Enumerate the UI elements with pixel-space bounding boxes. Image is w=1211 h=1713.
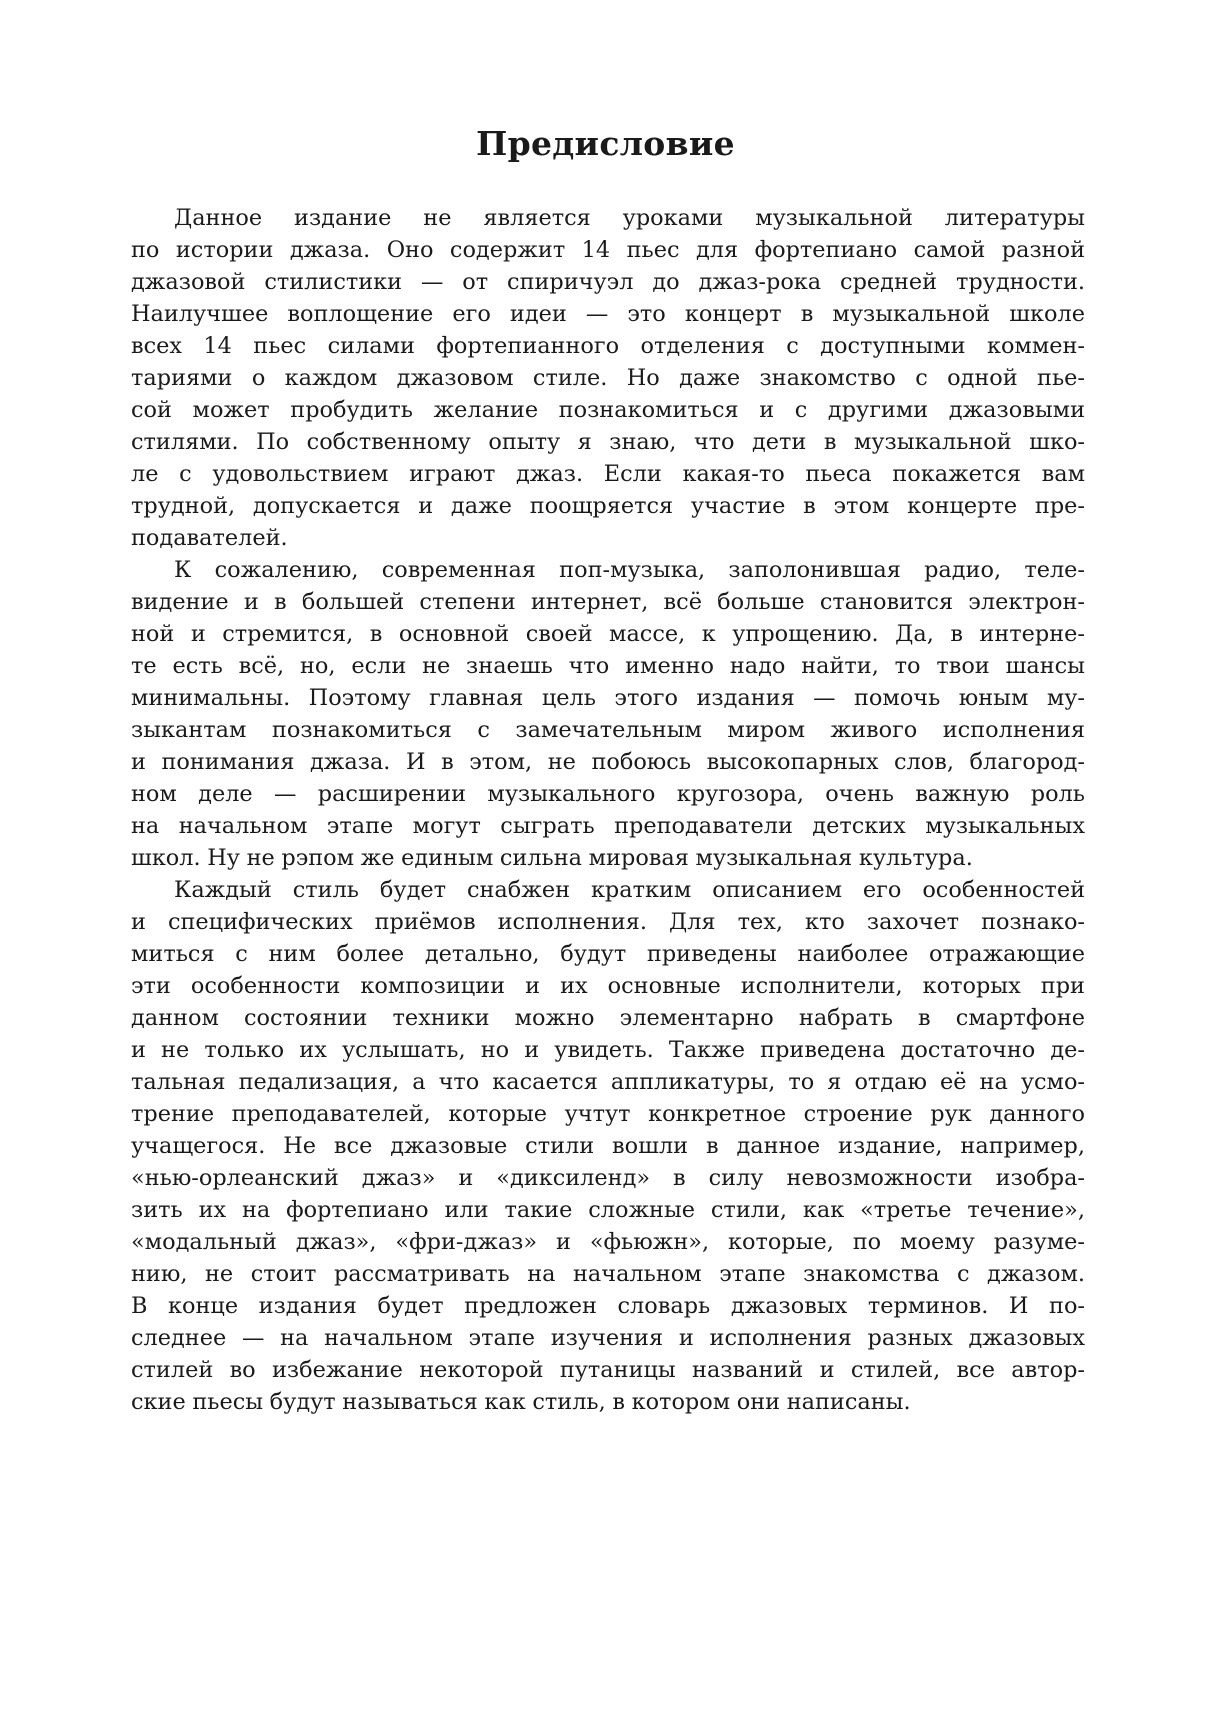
text-line: ские пьесы будут называться как стиль, в котором они написаны. <box>131 1389 911 1415</box>
text-line: зить их на фортепиано или такие сложные стили, как «третье течение», <box>131 1197 1085 1223</box>
text-line: данном состоянии техники можно элементарно набрать в смартфоне <box>131 1005 1085 1031</box>
text-line: Каждый стиль будет снабжен кратким описанием его особенностей <box>174 877 1085 903</box>
text-line: стилями. По собственному опыту я знаю, что дети в музыкальной шко- <box>131 429 1085 455</box>
text-line: подавателей. <box>131 525 288 551</box>
text-line: на начальном этапе могут сыграть преподаватели детских музыкальных <box>131 813 1085 839</box>
text-line: и не только их услышать, но и увидеть. Также приведена достаточно де- <box>131 1037 1085 1063</box>
text-line: те есть всё, но, если не знаешь что именно надо найти, то твои шансы <box>131 653 1085 679</box>
text-line: всех 14 пьес силами фортепианного отделения с доступными коммен- <box>131 333 1085 359</box>
text-line: и понимания джаза. И в этом, не побоюсь высокопарных слов, благород- <box>131 749 1085 775</box>
text-line: эти особенности композиции и их основные исполнители, которых при <box>131 973 1085 999</box>
text-line: и специфических приёмов исполнения. Для тех, кто захочет познако- <box>131 909 1085 935</box>
text-line: сой может пробудить желание познакомиться и с другими джазовыми <box>131 397 1085 423</box>
text-line: «нью-орлеанский джаз» и «диксиленд» в силу невозможности изобра- <box>131 1165 1085 1191</box>
text-line: В конце издания будет предложен словарь джазовых терминов. И по- <box>131 1293 1085 1319</box>
text-line: следнее — на начальном этапе изучения и исполнения разных джазовых <box>131 1325 1085 1351</box>
text-line: нию, не стоит рассматривать на начальном этапе знакомства с джазом. <box>131 1261 1085 1287</box>
text-line: трение преподавателей, которые учтут конкретное строение рук данного <box>131 1101 1085 1127</box>
text-line: стилей во избежание некоторой путаницы названий и стилей, все автор- <box>131 1357 1085 1383</box>
text-line: трудной, допускается и даже поощряется участие в этом концерте пре- <box>131 493 1085 519</box>
paragraph-1 <box>131 202 1085 554</box>
text-line: «модальный джаз», «фри-джаз» и «фьюжн», которые, по моему разуме- <box>131 1229 1085 1255</box>
text-line: зыкантам познакомиться с замечательным миром живого исполнения <box>131 717 1085 743</box>
text-line: К сожалению, современная поп-музыка, заполонившая радио, теле- <box>174 557 1085 583</box>
text-line: джазовой стилистики — от спиричуэл до джаз-рока средней трудности. <box>131 269 1085 295</box>
text-line: видение и в большей степени интернет, всё больше становится электрон- <box>131 589 1085 615</box>
text-line: ном деле — расширении музыкального кругозора, очень важную роль <box>131 781 1085 807</box>
text-line: миться с ним более детально, будут приведены наиболее отражающие <box>131 941 1085 967</box>
text-line: школ. Ну не рэпом же единым сильна мировая музыкальная культура. <box>131 845 973 871</box>
body-text <box>131 202 1085 1418</box>
text-line: учащегося. Не все джазовые стили вошли в данное издание, например, <box>131 1133 1085 1159</box>
text-line: минимальны. Поэтому главная цель этого издания — помочь юным му- <box>131 685 1085 711</box>
paragraph-3 <box>131 874 1085 1418</box>
text-line: ле с удовольствием играют джаз. Если какая-то пьеса покажется вам <box>131 461 1085 487</box>
text-line: тариями о каждом джазовом стиле. Но даже знакомство с одной пье- <box>131 365 1085 391</box>
page-title: Предисловие <box>476 124 735 163</box>
text-line: ной и стремится, в основной своей массе, к упрощению. Да, в интерне- <box>131 621 1085 647</box>
paragraph-2 <box>131 554 1085 874</box>
text-line: Наилучшее воплощение его идеи — это концерт в музыкальной школе <box>131 301 1085 327</box>
text-line: Данное издание не является уроками музыкальной литературы <box>174 205 1085 231</box>
text-line: по истории джаза. Оно содержит 14 пьес для фортепиано самой разной <box>131 237 1085 263</box>
text-line: тальная педализация, а что касается аппликатуры, то я отдаю её на усмо- <box>131 1069 1085 1095</box>
